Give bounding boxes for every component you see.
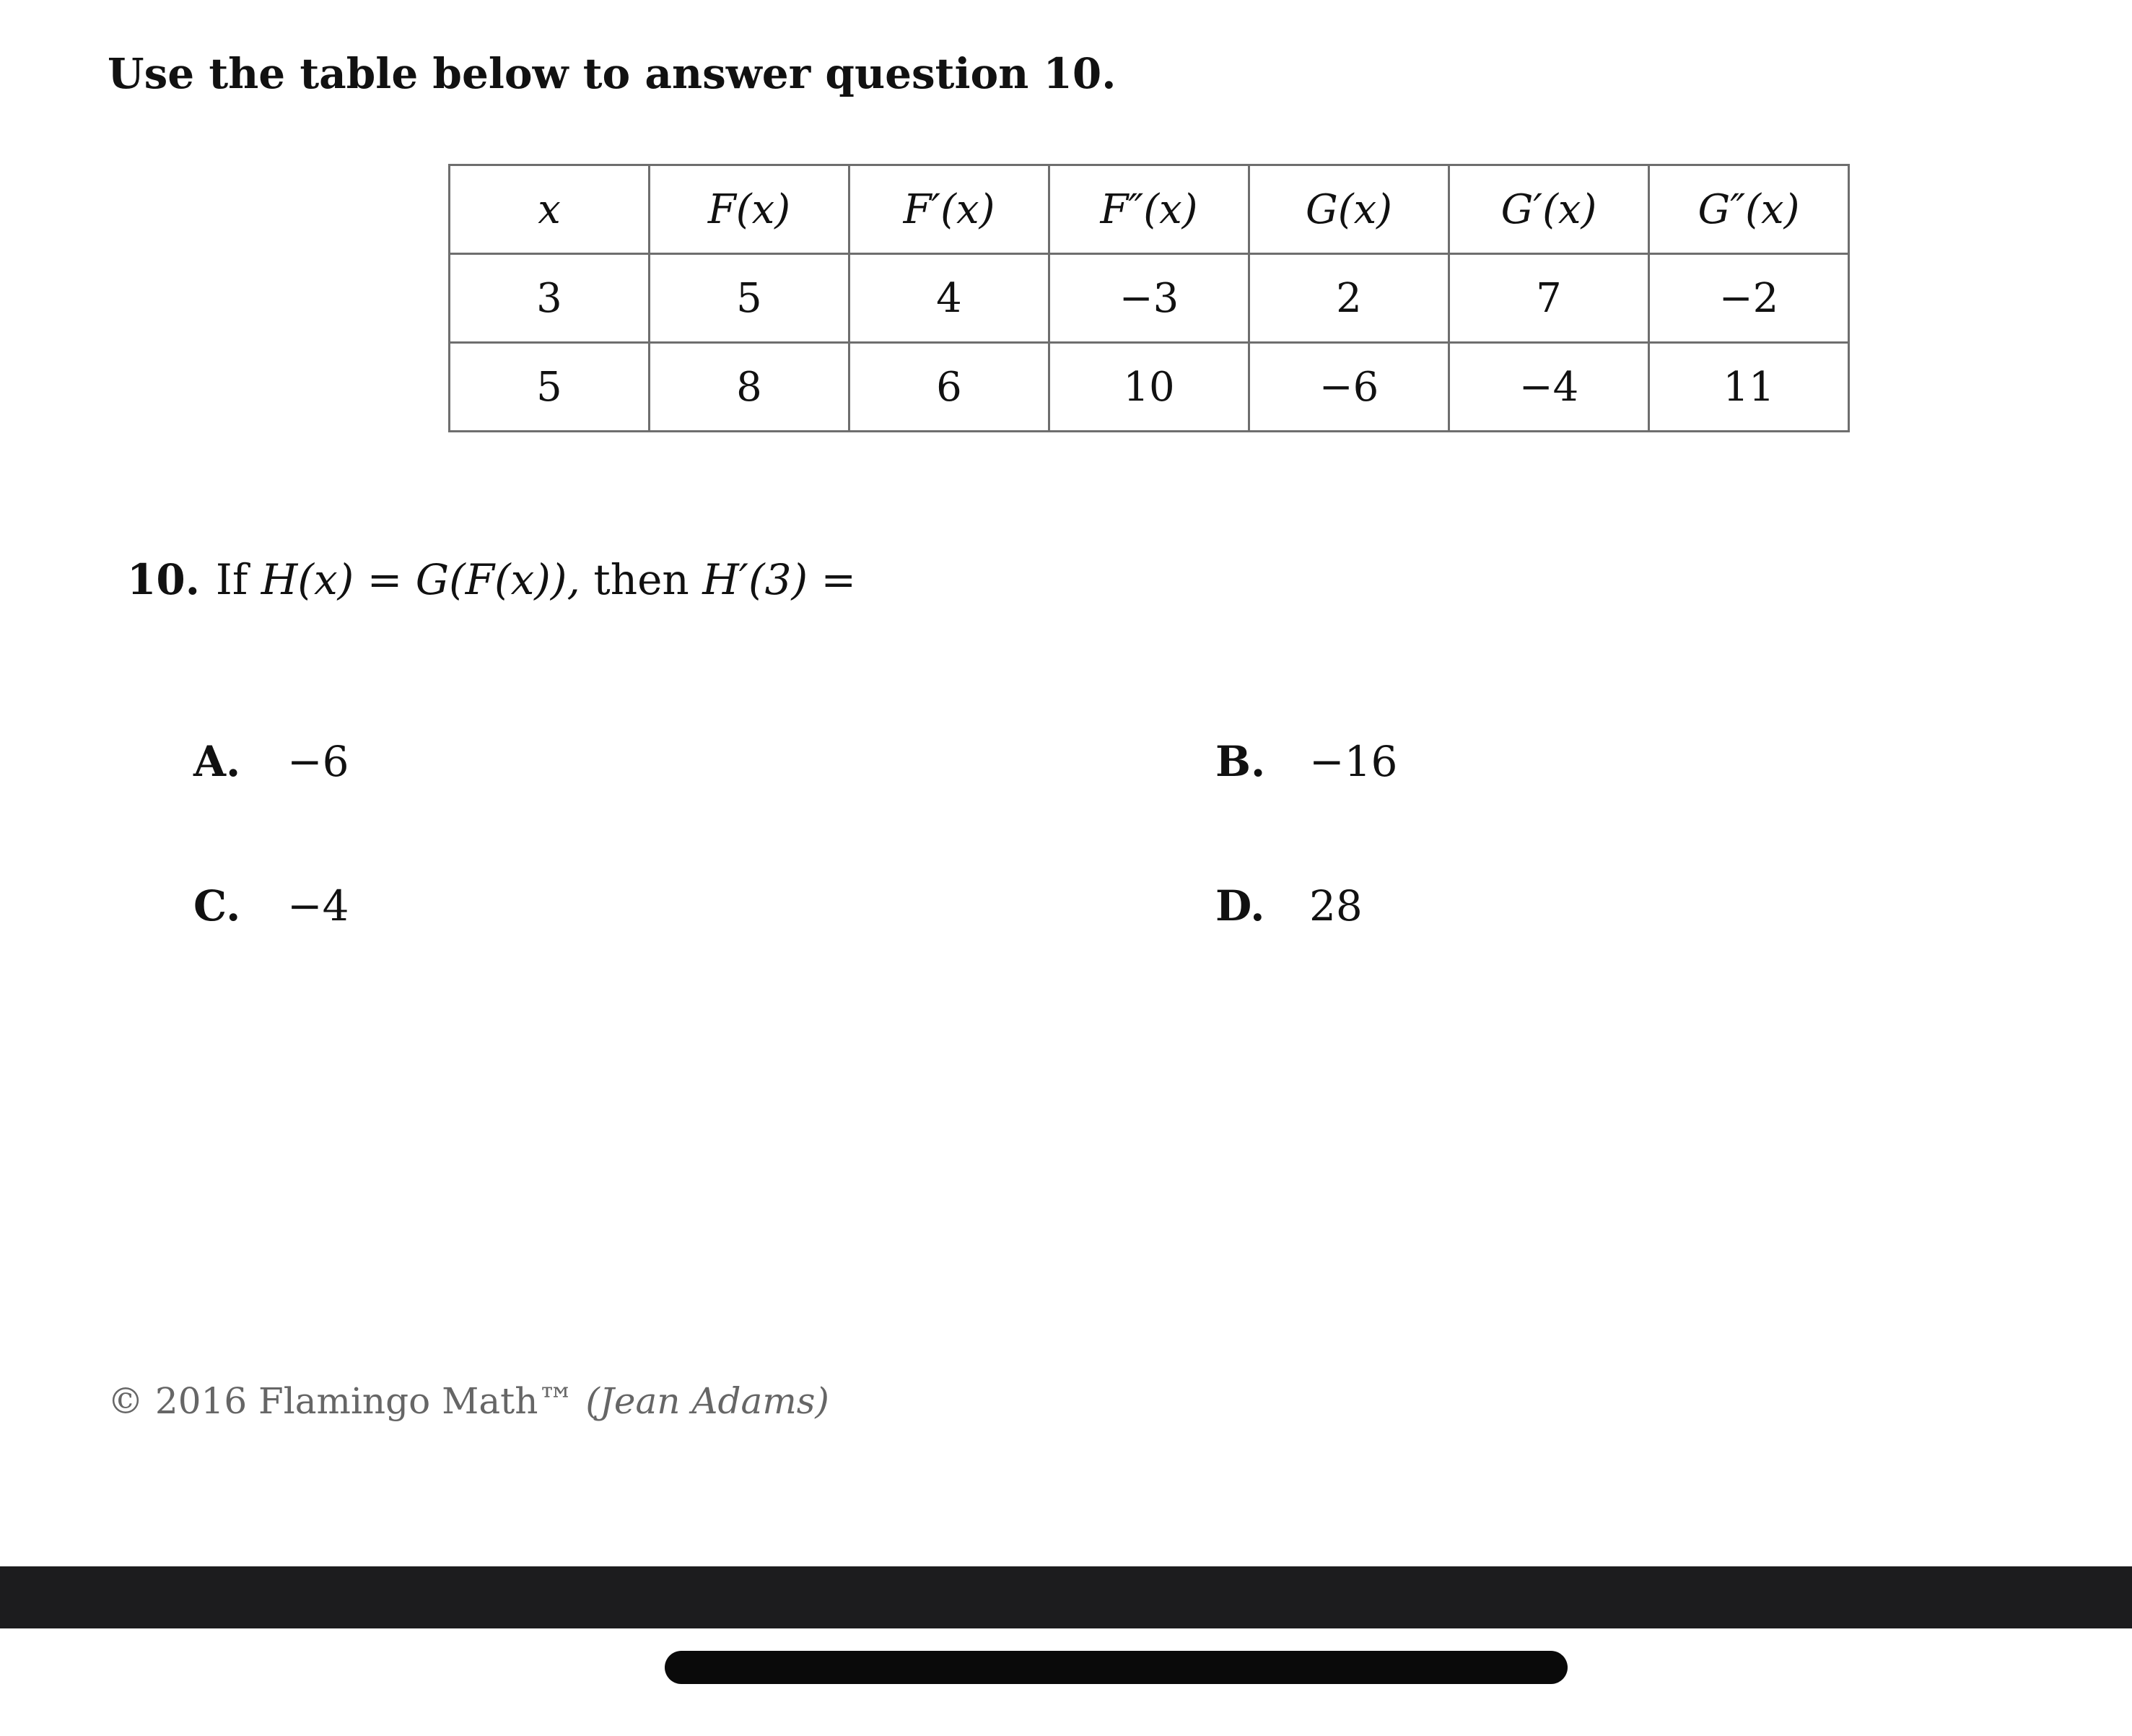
table-cell: 10 (1049, 343, 1249, 432)
question-number: 10. (127, 555, 200, 604)
table-cell: 3 (450, 254, 650, 343)
header-g: G(x) (1249, 165, 1449, 254)
choice-c[interactable] (193, 877, 349, 935)
choice-b-letter: B. (1215, 737, 1266, 786)
table-cell: 11 (1649, 343, 1849, 432)
table-row (450, 343, 1849, 432)
table-cell: 5 (650, 254, 849, 343)
question-prompt (127, 551, 856, 609)
question-premise: H(x) = G(F(x)), (261, 555, 580, 604)
choice-a-value: −6 (287, 737, 349, 786)
values-table (448, 164, 1850, 432)
choice-a-letter: A. (193, 737, 241, 786)
header-f-double-prime: F″(x) (1049, 165, 1249, 254)
table-cell: 8 (650, 343, 849, 432)
instruction-heading: Use the table below to answer question 10. (108, 49, 1117, 98)
choice-c-value: −4 (287, 881, 349, 930)
home-indicator[interactable] (665, 1651, 1568, 1684)
copyright-text: © 2016 Flamingo Math™ (108, 1380, 574, 1422)
choice-b[interactable] (1215, 733, 1397, 790)
table-cell: 6 (849, 343, 1049, 432)
copyright-author: (Jean Adams) (585, 1380, 829, 1422)
choice-d[interactable] (1215, 877, 1363, 935)
header-g-prime: G′(x) (1449, 165, 1649, 254)
table-cell: 2 (1249, 254, 1449, 343)
question-if: If (215, 555, 248, 604)
table-cell: −4 (1449, 343, 1649, 432)
table-row (450, 254, 1849, 343)
question-target: H′(3) = (702, 555, 857, 604)
table-cell: 5 (450, 343, 650, 432)
header-f: F(x) (650, 165, 849, 254)
table-cell: −3 (1049, 254, 1249, 343)
choice-d-letter: D. (1215, 881, 1265, 930)
table-cell: 4 (849, 254, 1049, 343)
copyright-notice (108, 1376, 829, 1426)
choice-c-letter: C. (193, 881, 241, 930)
table-cell: 7 (1449, 254, 1649, 343)
header-x: x (450, 165, 650, 254)
header-g-double-prime: G″(x) (1649, 165, 1849, 254)
table-cell: −2 (1649, 254, 1849, 343)
choice-d-value: 28 (1309, 881, 1363, 930)
table-cell: −6 (1249, 343, 1449, 432)
bottom-toolbar-bar (0, 1566, 2132, 1628)
choice-b-value: −16 (1309, 737, 1398, 786)
question-then: then (593, 555, 689, 604)
header-f-prime: F′(x) (849, 165, 1049, 254)
table-header-row (450, 165, 1849, 254)
choice-a[interactable] (193, 733, 349, 790)
